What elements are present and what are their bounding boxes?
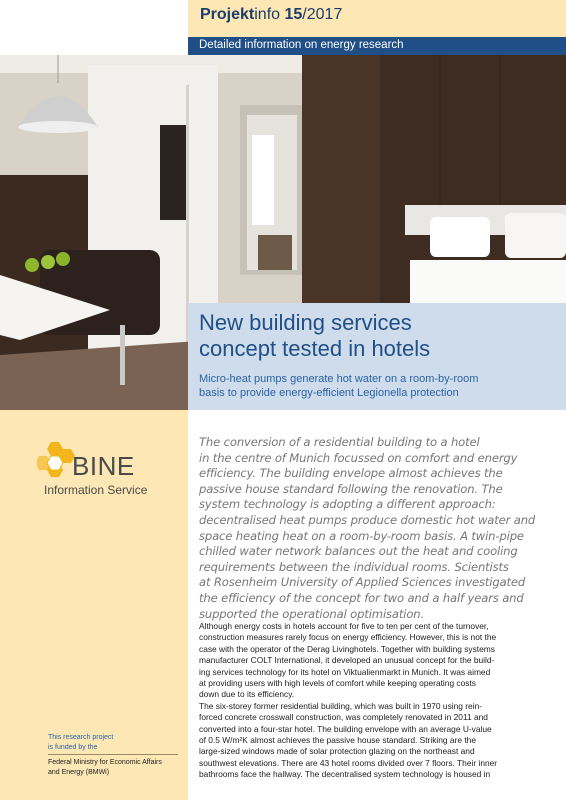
body-line: construction measures rarely focus on energy efficiency. However, this is not the <box>199 632 497 643</box>
intro-line: efficiency. The building envelope almost achieves the <box>199 466 503 481</box>
intro-paragraph <box>199 435 557 622</box>
body-line: large-sized windows made of solar protection glazing on the northeast and <box>199 746 475 757</box>
body-line: Although energy costs in hotels account for five to ten per cent of the turnover, <box>199 621 489 631</box>
body-line: southwest elevations. There are 43 hotel rooms divided over 7 floors. Their inner <box>199 757 498 768</box>
intro-line: chilled water network balances out the heat and cooling <box>199 544 518 559</box>
bine-tagline: Information Service <box>44 483 148 497</box>
intro-line: space heating heat on a room-by-room basis. A twin-pipe <box>199 528 524 543</box>
header-subtitle: Detailed information on energy research <box>199 39 404 51</box>
body-line: ing services technology for its hotel on Viktualienmarkt in Munich. It was aimed <box>199 666 491 677</box>
body-line: converted into a four-star hotel. The building envelope with an average U-value <box>199 723 492 734</box>
body-line: bathrooms face the hallway. The decentralised system technology is housed in <box>199 769 491 780</box>
main-title-line1: New building services <box>199 310 412 335</box>
body-line: manufacturer COLT International, it developed an unusual concept for the build- <box>199 655 495 666</box>
intro-line: in the centre of Munich focussed on comfort and energy <box>199 450 518 465</box>
body-line: case with the operator of the Derag Livinghotels. Together with building systems <box>199 643 495 654</box>
funding-line1: This research project <box>48 734 114 741</box>
main-title-line2: concept tested in hotels <box>199 336 431 361</box>
intro-line: The conversion of a residential building to a hotel <box>199 435 480 449</box>
intro-line: decentralised heat pumps produce domestic hot water and <box>199 512 536 527</box>
intro-line: supported the operational optimisation. <box>199 606 425 621</box>
intro-line: requirements between the individual rooms. Scientists <box>199 559 509 574</box>
body-line: of 0.5 W/m²K almost achieves the passive house standard. Striking are the <box>199 735 476 746</box>
ministry-name <box>48 758 162 778</box>
body-line: at providing users with high levels of comfort while keeping operating costs <box>199 678 476 689</box>
funding-line2: is funded by the <box>48 744 98 751</box>
subtitle <box>199 372 559 400</box>
series-rest: info <box>254 6 281 23</box>
header-left-blank <box>0 0 188 55</box>
issue-year: /2017 <box>302 6 343 23</box>
main-title <box>199 310 559 362</box>
issue-number: 15 <box>284 6 303 23</box>
series-bold: Projekt <box>200 6 255 23</box>
subtitle-line1: Micro-heat pumps generate hot water on a room-by-room <box>199 373 479 385</box>
intro-line: at Rosenheim University of Applied Sciences investigated <box>199 575 526 590</box>
body-line: forced concrete crosswall construction, was completely renovated in 2011 and <box>199 712 488 723</box>
body-text <box>199 621 558 781</box>
intro-line: system technology is adopting a different approach: <box>199 497 496 512</box>
funding-divider <box>48 754 178 755</box>
ministry-line1: Federal Ministry for Economic Affairs <box>48 759 162 766</box>
funding-note <box>48 733 113 753</box>
subtitle-line2: basis to provide energy-efficient Legionella protection <box>199 387 459 399</box>
intro-line: the efficiency of the concept for two and a half years and <box>199 590 524 605</box>
bine-logo-text: BINE <box>72 451 135 481</box>
body-line: The six-storey former residential building, which was built in 1970 using rein- <box>199 700 483 711</box>
intro-line: passive house standard following the renovation. The <box>199 481 503 496</box>
body-line: down due to its efficiency. <box>199 689 295 700</box>
ministry-line2: and Energy (BMWi) <box>48 769 110 776</box>
series-title <box>200 6 342 24</box>
